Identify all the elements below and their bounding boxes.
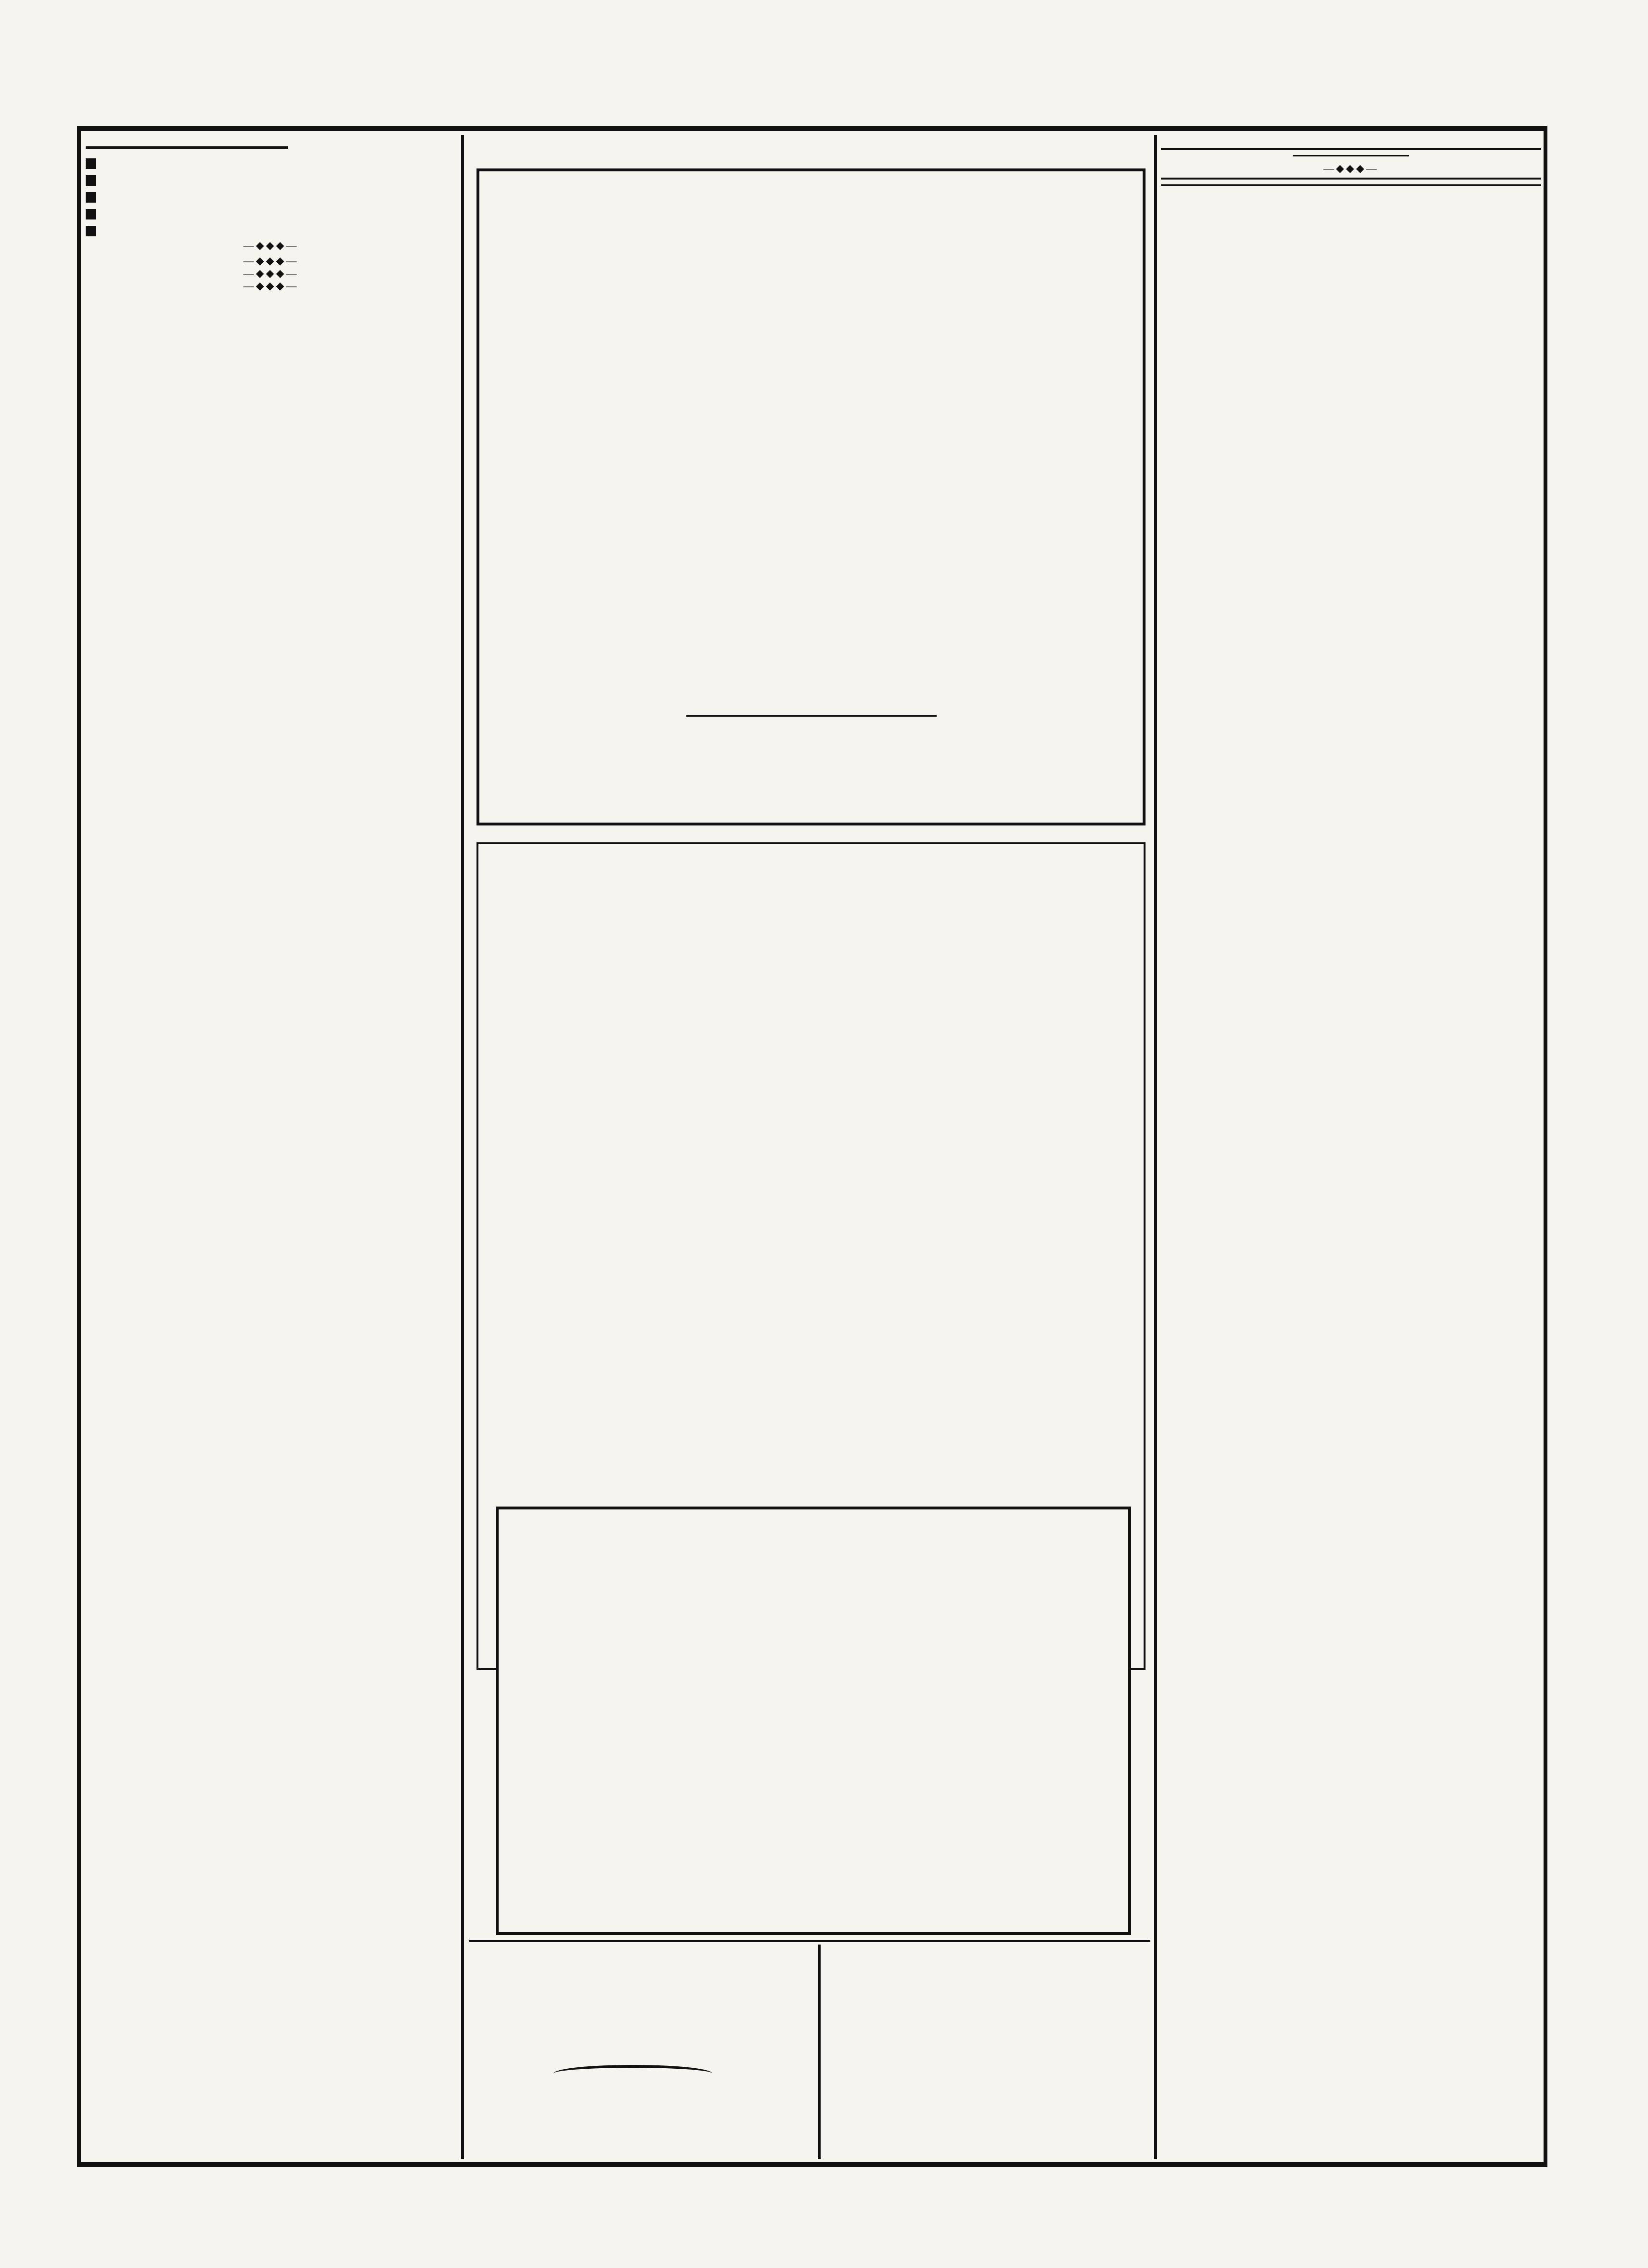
vida-item	[86, 189, 456, 204]
viena-cont-rule	[1293, 155, 1409, 156]
vida-item	[86, 222, 456, 237]
bullet-icon	[86, 226, 96, 236]
ornament-divider: —◆◆◆—	[243, 239, 299, 251]
title-underline	[86, 146, 288, 149]
auto-mecanica-rule	[1161, 178, 1541, 180]
ad-boa-sorte	[476, 168, 1146, 825]
column-divider-2	[1154, 135, 1157, 2159]
vida-item	[86, 155, 456, 170]
bullet-icon	[86, 209, 96, 219]
ornament-divider: —◆◆◆—	[243, 267, 299, 279]
companhia-top-rule	[1161, 184, 1541, 186]
ornament-divider: —◆◆◆—	[243, 255, 299, 267]
ad-segundo-premio	[496, 1507, 1131, 1935]
vida-oficial-list	[86, 155, 456, 237]
bottom-rule	[77, 2162, 1547, 2167]
bullet-icon	[86, 158, 96, 169]
boa-sorte-sempre	[479, 585, 1143, 646]
nota-divider	[686, 715, 937, 717]
ornament-divider: —◆◆◆—	[1323, 162, 1379, 174]
bottom-ad-top-rule	[469, 1940, 1150, 1942]
column-divider-1	[461, 135, 464, 2159]
boa-sorte-nota	[489, 667, 1134, 704]
viena-title-rule	[1161, 148, 1541, 150]
fixe-logo-arc-icon	[554, 2065, 712, 2082]
right-rule	[1544, 126, 1547, 2167]
fixe-logo	[554, 2065, 712, 2127]
bottom-ad-divider	[818, 1945, 821, 2159]
bullet-icon	[86, 175, 96, 186]
ornament-divider: —◆◆◆—	[243, 280, 299, 292]
bullet-icon	[86, 192, 96, 203]
right-column	[1161, 144, 1541, 191]
left-rule	[77, 126, 81, 2167]
left-column	[86, 144, 456, 303]
vida-item	[86, 172, 456, 187]
top-rule	[77, 126, 1547, 131]
vida-item	[86, 206, 456, 220]
